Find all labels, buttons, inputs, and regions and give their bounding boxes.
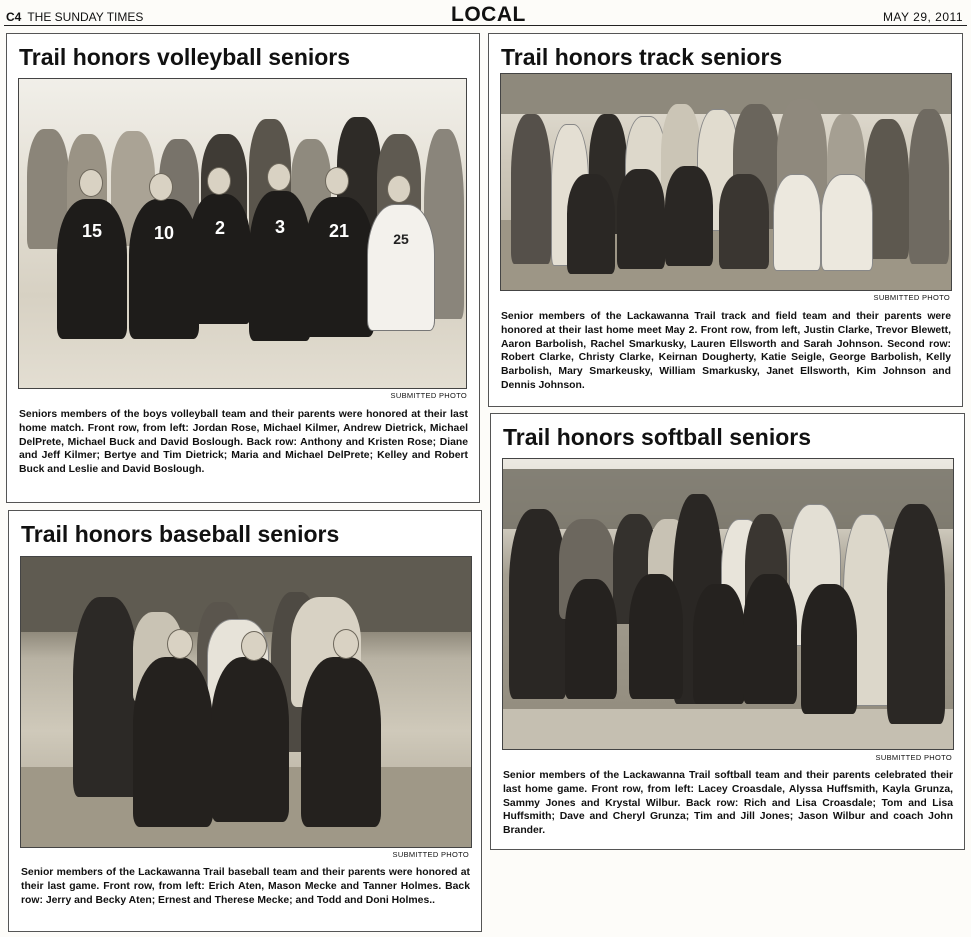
player-jersey: [367, 204, 435, 331]
jersey-number: 10: [153, 223, 175, 243]
paper-name: THE SUNDAY TIMES: [27, 10, 144, 24]
jersey-number: 2: [214, 218, 225, 238]
player-jersey: [304, 197, 374, 337]
jersey-number: 21: [328, 221, 350, 241]
section-title: LOCAL: [451, 3, 526, 26]
player-jersey: [249, 191, 311, 341]
headline: Trail honors softball seniors: [503, 424, 812, 450]
masthead: [0, 0, 971, 30]
baseball-article: [8, 510, 482, 932]
jersey-number: 15: [81, 221, 103, 241]
photo-credit: SUBMITTED PHOTO: [873, 293, 950, 302]
team-photo: [502, 458, 954, 750]
issue-date: MAY 29, 2011: [882, 10, 963, 24]
photo-caption: Senior members of the Lackawanna Trail baseball team and their parents were honored at their last game. Front row, from left: Erich Aten, Mason Mecke and Tanner Holmes. Back row: Jerry and Becky Aten; Ernest and Therese Mecke; and Todd and Doni Holmes..: [21, 867, 470, 906]
masthead-rule: [4, 25, 967, 26]
player-jersey: [189, 194, 251, 324]
headline: Trail honors volleyball seniors: [19, 44, 351, 70]
team-photo: [500, 73, 952, 291]
photo-caption: Senior members of the Lackawanna Trail softball team and their parents celebrated their last home game. Front row, from left: Lacey Croasdale, Alyssa Huffsmith, Kayla Grunza, Sammy Jones and Krystal Wilbur. Back row: Rich and Lisa Croasdale; Tom and Lisa Huffsmith; Dave and Cheryl Grunza; Tim and Jill Jones; Jason Wilbur and coach John Brander.: [503, 770, 953, 837]
headline: Trail honors track seniors: [501, 44, 783, 70]
track-article: [488, 33, 963, 407]
volleyball-article: [6, 33, 480, 503]
page-info: [6, 10, 143, 24]
jersey-number: 25: [393, 231, 409, 247]
page-number: C4: [6, 10, 22, 24]
team-photo: [18, 78, 467, 389]
team-photo: [20, 556, 472, 848]
photo-caption: Seniors members of the boys volleyball team and their parents were honored at their last home match. Front row, from left: Jordan Rose, Michael Kilmer, Andrew Dietrick, Michael DelPrete, Michael Buck and David Boslough. Back row: Anthony and Kristen Rose; Diane and Jeff Kilmer; Bertye and Tim Dietrick; Maria and Michael DelPrete; Kelley and Robert Buck and Leslie and David Boslough.: [19, 409, 468, 476]
jersey-number: 3: [274, 217, 285, 237]
photo-credit: SUBMITTED PHOTO: [392, 850, 469, 859]
player-jersey: [57, 199, 127, 339]
softball-article: [490, 413, 965, 850]
headline: Trail honors baseball seniors: [21, 521, 340, 547]
photo-caption: Senior members of the Lackawanna Trail track and field team and their parents were honored at their last home meet May 2. Front row, from left, Justin Clarke, Trevor Blewett, Aaron Barbolish, Rachel Smarkusky, Lauren Ellsworth and Sarah Johnson. Second row: Robert Clarke, Christy Clarke, Keirnan Dougherty, Katie Seigle, George Barbolish, Kelly Barbolish, Mary Smarkeusky, William Smarkusky, Janet Ellsworth, Kim Johnson and Dennis Johnson.: [501, 311, 951, 391]
photo-credit: SUBMITTED PHOTO: [875, 753, 952, 762]
photo-credit: SUBMITTED PHOTO: [390, 391, 467, 400]
